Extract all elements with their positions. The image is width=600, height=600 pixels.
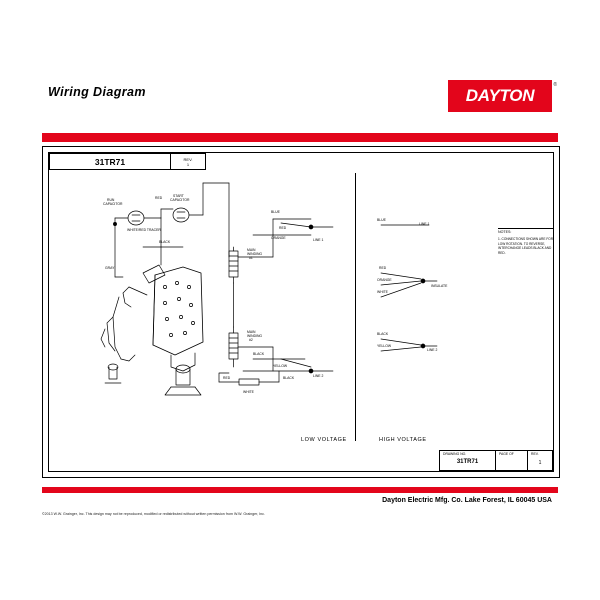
svg-text:RED: RED — [155, 196, 163, 200]
svg-text:MAIN: MAIN — [247, 248, 256, 252]
schematic-drawing — [43, 147, 559, 477]
red-divider-top — [42, 133, 558, 142]
svg-text:START: START — [173, 194, 184, 198]
dayton-logo-text: DAYTON — [465, 86, 535, 105]
revision-value: 1 — [186, 161, 190, 167]
svg-text:BLUE: BLUE — [377, 218, 386, 222]
svg-text:CAPACITOR: CAPACITOR — [170, 198, 190, 202]
svg-text:ORANGE: ORANGE — [271, 236, 286, 240]
drawing-no-label: DRAWING NO. — [443, 452, 467, 456]
svg-text:RUN: RUN — [107, 198, 115, 202]
registered-trademark-symbol: ® — [553, 82, 557, 88]
svg-text:#2: #2 — [249, 338, 253, 342]
svg-text:RED: RED — [379, 266, 387, 270]
model-number: 31TR71 — [50, 154, 171, 169]
svg-text:RED: RED — [223, 376, 231, 380]
svg-text:BLACK: BLACK — [159, 240, 171, 244]
svg-text:BLACK: BLACK — [283, 376, 295, 380]
svg-text:#1: #1 — [249, 256, 253, 260]
svg-text:WHITE/RED TRACER: WHITE/RED TRACER — [127, 228, 161, 232]
page-title: Wiring Diagram — [48, 85, 146, 99]
drawing-title-block — [439, 450, 553, 471]
drawing-frame — [42, 146, 560, 478]
svg-text:YELLOW: YELLOW — [273, 364, 288, 368]
notes-title: NOTES: — [498, 230, 512, 234]
dayton-logo — [448, 80, 552, 112]
svg-text:WHITE: WHITE — [243, 390, 254, 394]
svg-text:LINE 1: LINE 1 — [419, 222, 430, 226]
footer-legal: ©2013 W.W. Grainger, Inc. This design may not be reproduced, modified or redistributed without written permission from W.W. Grainger, Inc. — [42, 512, 265, 516]
svg-text:LINE 1: LINE 1 — [313, 238, 324, 242]
svg-text:RED: RED — [279, 226, 287, 230]
low-voltage-label: LOW VOLTAGE — [301, 437, 347, 443]
svg-text:LINE 2: LINE 2 — [313, 374, 324, 378]
red-divider-bottom — [42, 487, 558, 493]
svg-text:GRAY: GRAY — [105, 266, 115, 270]
svg-text:LINE 2: LINE 2 — [427, 348, 438, 352]
svg-text:BLUE: BLUE — [271, 210, 280, 214]
svg-text:BLACK: BLACK — [253, 352, 265, 356]
notes-block — [498, 230, 554, 256]
drawing-rev-cell — [528, 451, 552, 470]
drawing-rev-label: REV. — [531, 452, 539, 456]
revision-label: REV. — [183, 156, 193, 162]
notes-rule — [498, 228, 554, 229]
drawing-no-cell — [440, 451, 496, 470]
svg-text:WINDING: WINDING — [247, 252, 263, 256]
svg-text:BLACK: BLACK — [377, 332, 389, 336]
high-voltage-label: HIGH VOLTAGE — [379, 437, 427, 443]
drawing-rev-value: 1 — [538, 460, 542, 467]
page-cell — [496, 451, 528, 470]
footer-company: Dayton Electric Mfg. Co. Lake Forest, IL 60045 USA — [382, 497, 552, 504]
svg-text:INSULATE: INSULATE — [431, 284, 448, 288]
svg-text:WINDING: WINDING — [247, 334, 263, 338]
drawing-no-value: 31TR71 — [456, 459, 479, 466]
page-label: PAGE OF — [499, 452, 514, 456]
svg-text:WHITE: WHITE — [377, 290, 388, 294]
svg-text:CAPACITOR: CAPACITOR — [103, 202, 123, 206]
svg-text:ORANGE: ORANGE — [377, 278, 392, 282]
svg-text:YELLOW: YELLOW — [377, 344, 392, 348]
svg-text:MAIN: MAIN — [247, 330, 256, 334]
notes-item: 1. CONNECTIONS SHOWN ARE FOR LOW ROTATION. TO REVERSE, INTERCHANGE LEADS BLACK AND RED. — [498, 237, 554, 256]
